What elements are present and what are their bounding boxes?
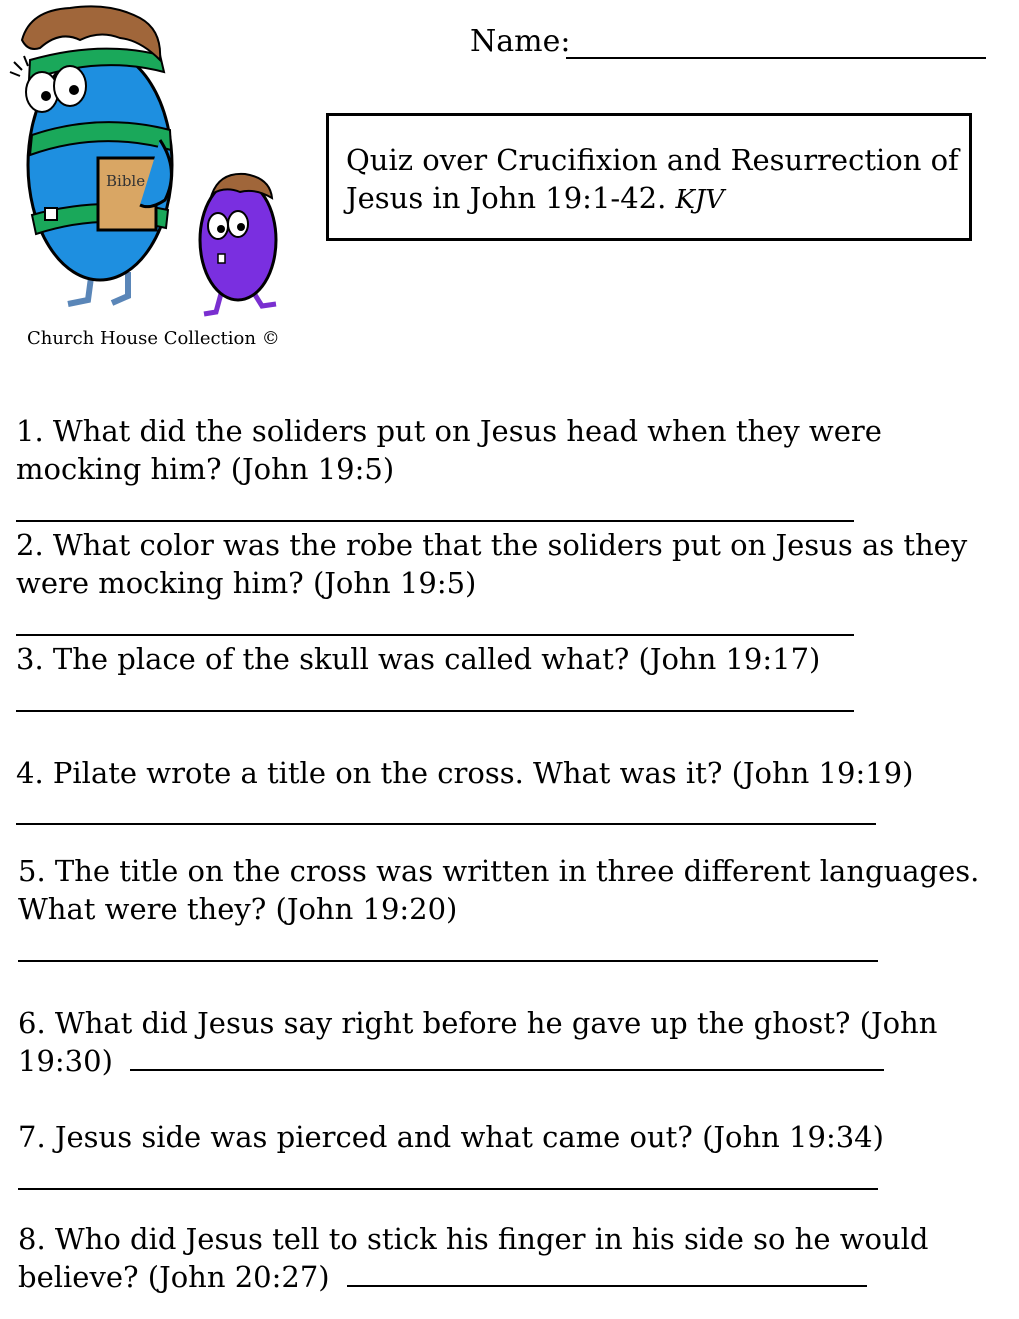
question-6-line-1: 6. What did Jesus say right before he gave up the ghost? (John bbox=[18, 1006, 938, 1040]
egg-characters-illustration bbox=[0, 0, 300, 325]
answer-line-8[interactable] bbox=[347, 1284, 867, 1287]
question-2 bbox=[16, 526, 967, 602]
answer-line-2[interactable] bbox=[16, 634, 854, 636]
question-8-line-2: believe? (John 20:27) bbox=[18, 1260, 330, 1294]
bible-label: Bible bbox=[106, 172, 146, 190]
question-7 bbox=[18, 1118, 884, 1156]
quiz-title-version: KJV bbox=[675, 185, 725, 215]
answer-line-4[interactable] bbox=[16, 823, 876, 825]
quiz-title bbox=[346, 141, 966, 219]
question-1-line-1: 1. What did the soliders put on Jesus head when they were bbox=[16, 414, 882, 448]
answer-line-7[interactable] bbox=[18, 1188, 878, 1190]
question-6 bbox=[18, 1004, 937, 1080]
question-5-line-1: 5. The title on the cross was written in three different languages. bbox=[18, 854, 980, 888]
answer-line-5[interactable] bbox=[18, 960, 878, 962]
answer-line-3[interactable] bbox=[16, 710, 854, 712]
question-1 bbox=[16, 412, 882, 488]
question-3 bbox=[16, 640, 820, 678]
question-2-line-1: 2. What color was the robe that the soliders put on Jesus as they bbox=[16, 528, 968, 562]
name-label: Name: bbox=[470, 24, 571, 59]
name-field-line[interactable] bbox=[566, 57, 986, 59]
answer-line-1[interactable] bbox=[16, 520, 854, 522]
question-5-line-2: What were they? (John 19:20) bbox=[18, 892, 458, 926]
question-7-line-1: 7. Jesus side was pierced and what came out? (John 19:34) bbox=[18, 1120, 884, 1154]
question-2-line-2: were mocking him? (John 19:5) bbox=[16, 566, 477, 600]
question-8-line-1: 8. Who did Jesus tell to stick his finger in his side so he would bbox=[18, 1222, 929, 1256]
question-3-line-1: 3. The place of the skull was called what? (John 19:17) bbox=[16, 642, 821, 676]
question-4-line-1: 4. Pilate wrote a title on the cross. What was it? (John 19:19) bbox=[16, 756, 914, 790]
question-1-line-2: mocking him? (John 19:5) bbox=[16, 452, 395, 486]
question-6-line-2: 19:30) bbox=[18, 1044, 113, 1078]
answer-line-6[interactable] bbox=[130, 1068, 884, 1071]
quiz-title-box bbox=[326, 113, 972, 241]
question-5 bbox=[18, 852, 979, 928]
question-4 bbox=[16, 754, 913, 792]
copyright-credit: Church House Collection © bbox=[27, 328, 280, 349]
question-8 bbox=[18, 1220, 929, 1296]
quiz-title-main: Quiz over Crucifixion and Resurrection of Jesus in John 19:1-42. bbox=[346, 143, 959, 215]
